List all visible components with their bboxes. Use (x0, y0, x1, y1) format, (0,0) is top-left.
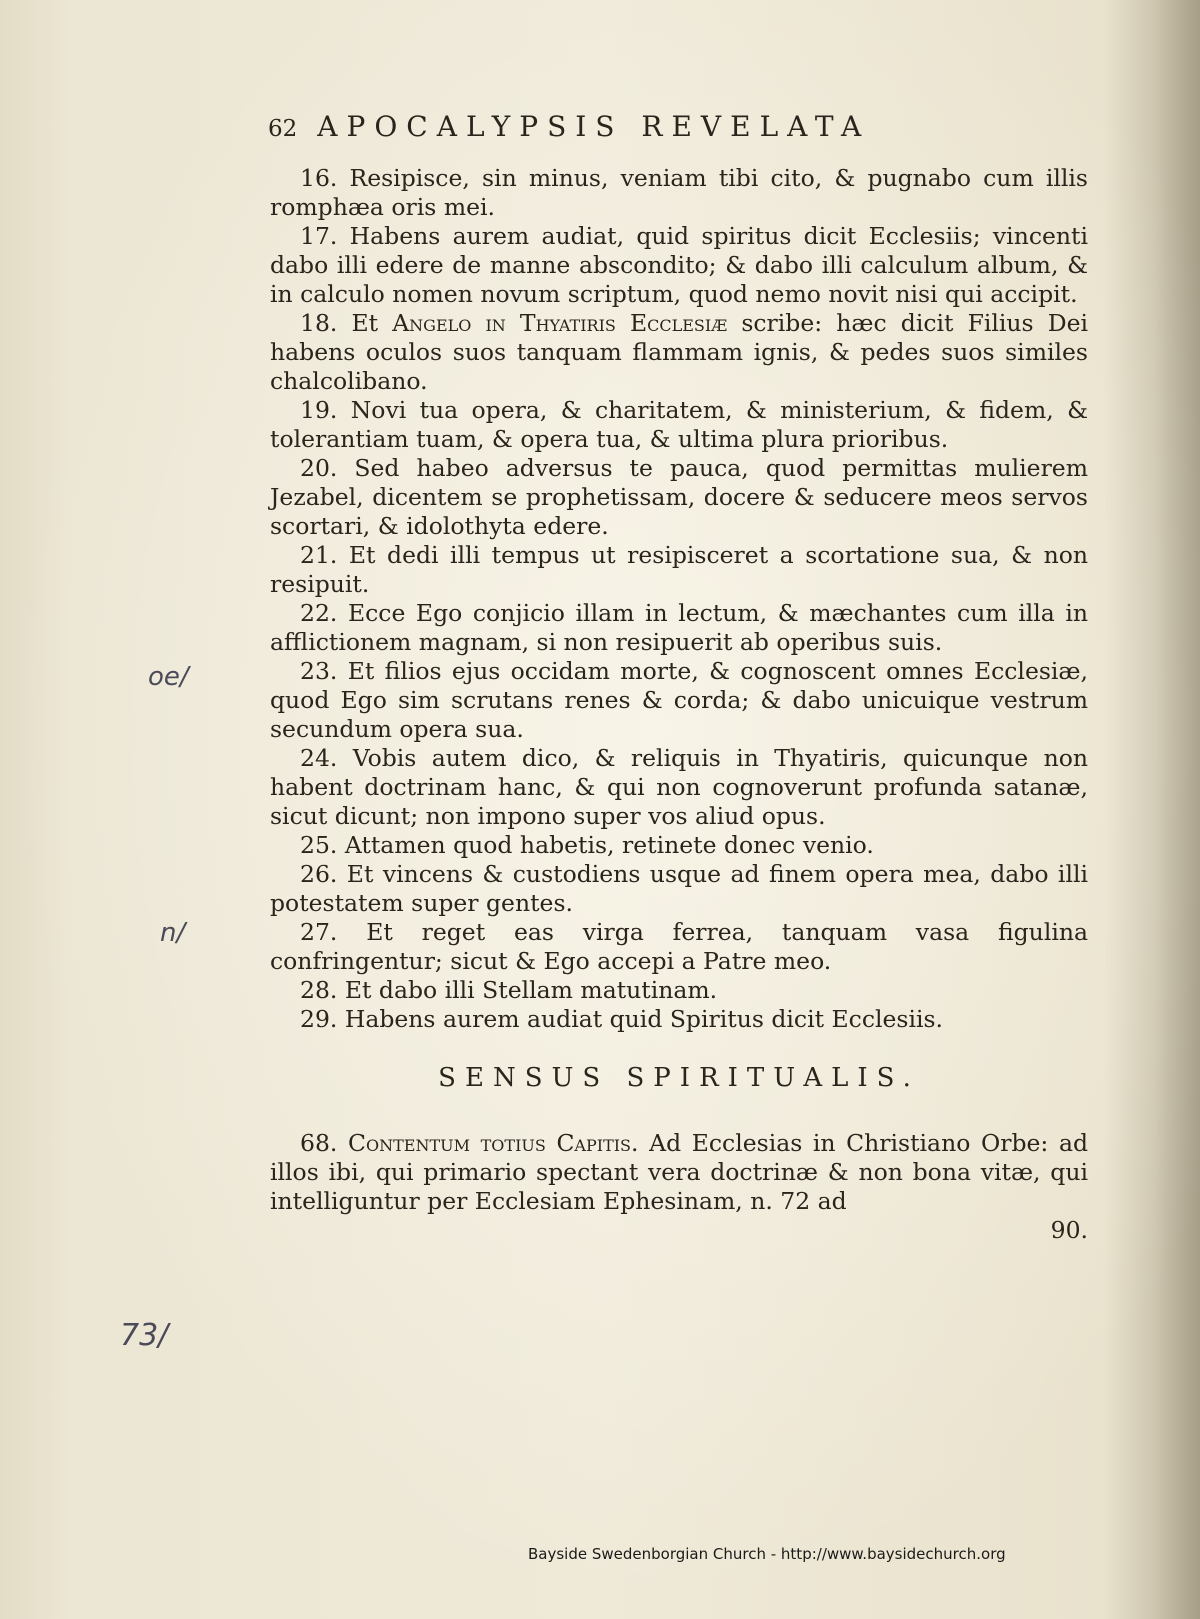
verse-18-number: 18. Et (300, 309, 393, 337)
verse-26: 26. Et vincens & custodiens usque ad finem opera mea, dabo illi potestatem super gentes. (270, 860, 1088, 917)
verse-24: 24. Vobis autem dico, & reliquis in Thyatiris, quicunque non habent doctrinam hanc, & qui non cognoverunt profunda satanæ, sicut dicunt; non impono super vos aliud opus. (270, 744, 1088, 830)
paragraph-68-text: Ad Ecclesias in Christiano Orbe: ad illos ibi, qui primario spectant vera doctrinæ & non bona vitæ, qui intelliguntur per Ecclesiam Ephesinam, n. 72 ad (270, 1129, 1089, 1215)
page-edge-shadow (1155, 0, 1200, 1619)
running-title: APOCALYPSIS REVELATA (317, 110, 871, 143)
paragraph-68-number: 68. (300, 1129, 348, 1157)
page-number: 62 (268, 116, 298, 142)
verse-29: 29. Habens aurem audiat quid Spiritus dicit Ecclesiis. (300, 1005, 944, 1033)
verse-23: 23. Et filios ejus occidam morte, & cognoscent omnes Ecclesiæ, quod Ego sim scrutans renes & corda; & dabo unicuique vestrum secundum opera sua. (270, 657, 1088, 743)
verse-16: 16. Resipisce, sin minus, veniam tibi cito, & pugnabo cum illis romphæa oris mei. (270, 164, 1088, 221)
paragraph-68 (270, 1129, 1088, 1216)
verse-18 (270, 309, 1088, 396)
watermark: Bayside Swedenborgian Church - http://www.baysidechurch.org (528, 1545, 1006, 1563)
verse-28: 28. Et dabo illi Stellam matutinam. (300, 976, 718, 1004)
verse-21: 21. Et dedi illi tempus ut resipisceret a scortatione sua, & non resipuit. (270, 541, 1088, 598)
page-header (268, 110, 1028, 150)
verse-25: 25. Attamen quod habetis, retinete donec venio. (300, 831, 874, 859)
margin-note-1: oe/ (148, 662, 189, 692)
verse-18-smallcaps: Angelo in Thyatiris Ecclesiæ (392, 309, 728, 337)
section-heading: SENSUS SPIRITUALIS. (438, 1063, 920, 1093)
body-text (270, 164, 1088, 1245)
margin-note-2: n/ (160, 918, 186, 948)
verse-19: 19. Novi tua opera, & charitatem, & ministerium, & fidem, & tolerantiam tuam, & opera tua, & ultima plura prioribus. (270, 396, 1088, 453)
paragraph-68-smallcaps: Contentum totius Capitis. (348, 1129, 639, 1157)
verse-20: 20. Sed habeo adversus te pauca, quod permittas mulierem Jezabel, dicentem se prophetissam, docere & seducere meos servos scortari, & idolothyta edere. (270, 454, 1088, 540)
verse-17: 17. Habens aurem audiat, quid spiritus dicit Ecclesiis; vincenti dabo illi edere de manne abscondito; & dabo illi calculum album, & in calculo nomen novum scriptum, quod nemo novit nisi qui accipit. (270, 222, 1088, 308)
margin-note-3: 73/ (120, 1318, 169, 1353)
verse-22: 22. Ecce Ego conjicio illam in lectum, & mæchantes cum illa in afflictionem magnam, si non resipuerit ab operibus suis. (270, 599, 1088, 656)
verse-18-text: scribe: hæc dicit Filius Dei habens oculos suos tanquam flammam ignis, & pedes suos similes chalcolibano. (270, 309, 1088, 395)
paragraph-68-end: 90. (1050, 1216, 1088, 1244)
verse-27: 27. Et reget eas virga ferrea, tanquam vasa figulina confringentur; sicut & Ego accepi a Patre meo. (270, 918, 1088, 975)
